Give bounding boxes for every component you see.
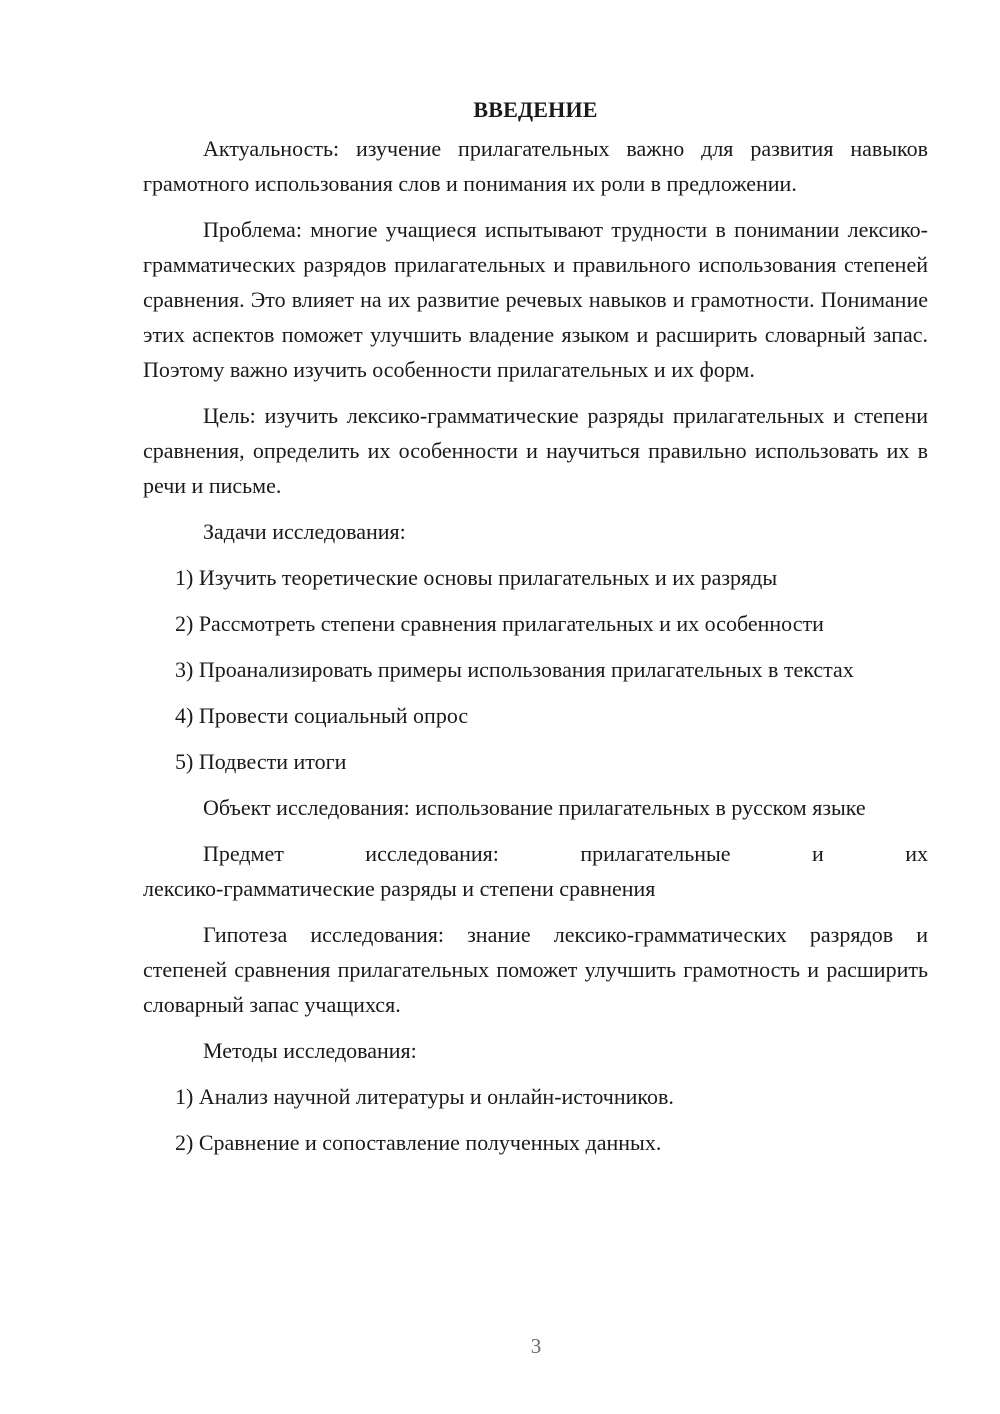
- task-item-4: 4) Провести социальный опрос: [175, 703, 469, 728]
- object-paragraph: Объект исследования: использование прилагательных в русском языке: [203, 795, 866, 820]
- hypothesis-paragraph: Гипотеза исследования: знание лексико-грамматических разрядов и степеней сравнения прилагательных поможет улучшить грамотность и расширить словарный запас учащихся.: [143, 922, 928, 1017]
- method-item-2: 2) Сравнение и сопоставление полученных данных.: [175, 1130, 662, 1155]
- page-number: 3: [530, 1334, 542, 1358]
- subject-word: их: [905, 841, 928, 866]
- subject-word: исследования:: [365, 841, 499, 866]
- subject-word: прилагательные: [580, 841, 731, 866]
- page-title: ВВЕДЕНИЕ: [473, 97, 598, 122]
- tasks-heading: Задачи исследования:: [203, 519, 406, 544]
- subject-word: и: [811, 841, 824, 866]
- task-item-1: 1) Изучить теоретические основы прилагательных и их разряды: [175, 565, 778, 590]
- method-item-1: 1) Анализ научной литературы и онлайн-источников.: [175, 1084, 674, 1109]
- problem-paragraph: Проблема: многие учащиеся испытывают трудности в понимании лексико-грамматических разрядов прилагательных и правильного использования степеней сравнения. Это влияет на их развитие речевых навыков и грамотности. Понимание этих аспектов поможет улучшить владение языком и расширить словарный запас. Поэтому важно изучить особенности прилагательных и их форм.: [143, 217, 928, 382]
- subject-continuation: лексико-грамматические разряды и степени сравнения: [143, 876, 656, 901]
- task-item-3: 3) Проанализировать примеры использования прилагательных в текстах: [175, 657, 854, 682]
- methods-heading: Методы исследования:: [203, 1038, 417, 1063]
- subject-paragraph: [143, 836, 928, 906]
- task-item-2: 2) Рассмотреть степени сравнения прилагательных и их особенности: [175, 611, 824, 636]
- subject-word: Предмет: [203, 841, 284, 866]
- subject-first-line: [143, 836, 928, 871]
- task-item-5: 5) Подвести итоги: [175, 749, 347, 774]
- relevance-paragraph: Актуальность: изучение прилагательных важно для развития навыков грамотного использования слов и понимания их роли в предложении.: [143, 136, 928, 196]
- document-page: [143, 92, 928, 1171]
- goal-paragraph: Цель: изучить лексико-грамматические разряды прилагательных и степени сравнения, определить их особенности и научиться правильно использовать их в речи и письме.: [143, 403, 928, 498]
